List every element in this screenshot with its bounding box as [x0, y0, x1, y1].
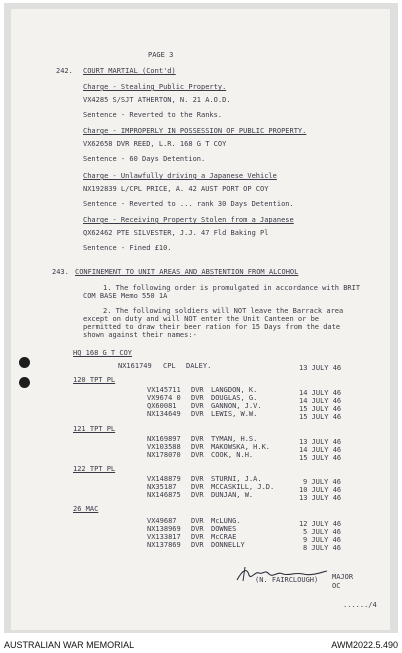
g121-r1-no: NX169897 [147, 435, 181, 443]
g122-r3-name: DUNJAN, W. [211, 491, 254, 499]
g120-r1-name: LANGDON, K. [211, 386, 258, 394]
mac-r4-date: 8 JULY 46 [303, 544, 341, 552]
g122-r3-rank: DVR [191, 491, 204, 499]
g122-r2-date: 10 JULY 46 [299, 486, 342, 494]
mac-r2-date: 5 JULY 46 [303, 528, 341, 536]
g120-r1-no: VX145711 [147, 386, 181, 394]
g122-r1-no: VX148879 [147, 475, 181, 483]
para2-line4: shown against their names:- [83, 331, 197, 339]
g120-r3-rank: DVR [191, 402, 204, 410]
g121-r1-rank: DVR [191, 435, 204, 443]
sentence-1: Sentence - Reverted to the Ranks. [83, 111, 223, 119]
para2-line2: except on duty and will NOT enter the Unit Canteen or be [83, 315, 320, 323]
g122-r2-no: NX35187 [147, 483, 177, 491]
archive-footer [0, 636, 402, 653]
mac-r3-name: McCRAE [211, 533, 237, 541]
g120-r1-rank: DVR [191, 386, 204, 394]
g122-r2-name: MCCASKILL, J.D. [211, 483, 275, 491]
g120-r3-no: QX60081 [147, 402, 177, 410]
g121-r1-date: 13 JULY 46 [299, 438, 342, 446]
archive-name: AUSTRALIAN WAR MEMORIAL [4, 640, 135, 650]
signatory-appointment: OC [332, 582, 341, 590]
document-page [11, 9, 390, 630]
punch-hole-upper [19, 357, 30, 368]
g121-r3-name: COOK, N.H. [211, 451, 254, 459]
g120-r3-name: GANNON, J.V. [211, 402, 262, 410]
accused-2: VX62658 DVR REED, L.R. 168 G T COY [83, 140, 227, 148]
charge-4: Charge - Receiving Property Stolen from a Japanese [83, 216, 294, 224]
g120-r1-date: 14 JULY 46 [299, 389, 342, 397]
accused-4: QX62462 PTE SILVESTER, J.J. 47 Fld Baking Pl [83, 229, 269, 237]
sentence-3: Sentence - Reverted to ... rank 30 Days Detention. [83, 200, 294, 208]
g120-r2-date: 14 JULY 46 [299, 397, 342, 405]
g122-r3-no: NX146875 [147, 491, 181, 499]
group-heading-26mac: 26 MAC [73, 505, 99, 513]
mac-r3-date: 9 JULY 46 [303, 536, 341, 544]
sentence-4: Sentence - Fined £10. [83, 244, 172, 252]
mac-r2-rank: DVR [191, 525, 204, 533]
g120-r4-name: LEWIS, W.W. [211, 410, 258, 418]
continuation-mark: ....../4 [343, 601, 377, 609]
archive-reference: AWM2022.5.490 [331, 640, 398, 650]
signatory-rank: MAJOR [332, 573, 354, 581]
g120-r4-rank: DVR [191, 410, 204, 418]
mac-r1-no: VX49687 [147, 517, 177, 525]
g121-r2-name: MAKOWSKA, H.K. [211, 443, 271, 451]
charge-3: Charge - Unlawfully driving a Japanese Vehicle [83, 172, 277, 180]
mac-r1-name: McLUNG. [211, 517, 241, 525]
g122-r1-date: 9 JULY 46 [303, 478, 341, 486]
g121-r3-date: 15 JULY 46 [299, 454, 342, 462]
hq-rank: CPL [163, 362, 176, 370]
signatory-name: (N. FAIRCLOUGH) [255, 576, 319, 584]
charge-2: Charge - IMPROPERLY IN POSSESSION OF PUBLIC PROPERTY. [83, 127, 307, 135]
mac-r2-no: NX138969 [147, 525, 181, 533]
g122-r1-rank: DVR [191, 475, 204, 483]
mac-r1-date: 12 JULY 46 [299, 520, 342, 528]
sentence-2: Sentence - 60 Days Detention. [83, 155, 206, 163]
group-heading-hq: HQ 168 G T COY [73, 349, 133, 357]
g121-r3-no: NX178070 [147, 451, 181, 459]
mac-r3-no: VX133817 [147, 533, 181, 541]
group-heading-121: 121 TPT PL [73, 425, 116, 433]
mac-r4-name: DONNELLY [211, 541, 245, 549]
punch-hole-lower [19, 377, 30, 388]
para1-line1: 1. The following order is promulgated in accordance with BRIT [103, 284, 361, 292]
g121-r2-no: VX103588 [147, 443, 181, 451]
section-242-number: 242. [56, 67, 73, 75]
g120-r2-name: DOUGLAS, G. [211, 394, 258, 402]
hq-date: 13 JULY 46 [299, 364, 342, 372]
group-heading-122: 122 TPT PL [73, 465, 116, 473]
section-243-heading: CONFINEMENT TO UNIT AREAS AND ABSTENTION FROM ALCOHOL [75, 268, 299, 276]
g121-r2-date: 14 JULY 46 [299, 446, 342, 454]
g122-r3-date: 13 JULY 46 [299, 494, 342, 502]
accused-1: VX4285 S/SJT ATHERTON, N. 21 A.O.D. [83, 96, 231, 104]
group-heading-120: 120 TPT PL [73, 376, 116, 384]
mac-r1-rank: DVR [191, 517, 204, 525]
g121-r3-rank: DVR [191, 451, 204, 459]
g122-r1-name: STURNI, J.A. [211, 475, 262, 483]
charge-1: Charge - Stealing Public Property. [83, 83, 227, 91]
section-242-heading: COURT MARTIAL (Cont'd) [83, 67, 176, 75]
g120-r4-date: 15 JULY 46 [299, 413, 342, 421]
mac-r4-no: NX137869 [147, 541, 181, 549]
g120-r2-rank: DVR [191, 394, 204, 402]
g121-r2-rank: DVR [191, 443, 204, 451]
mac-r4-rank: DVR [191, 541, 204, 549]
g122-r2-rank: DVR [191, 483, 204, 491]
para2-line3: permitted to draw their beer ration for 15 Days from the date [83, 323, 341, 331]
accused-3: NX192839 L/CPL PRICE, A. 42 AUST PORT OP COY [83, 185, 269, 193]
para2-line1: 2. The following soldiers will NOT leave the Barrack area [103, 307, 344, 315]
para1-line2: COM BASE Memo 550 1A [83, 292, 168, 300]
g120-r3-date: 15 JULY 46 [299, 405, 342, 413]
mac-r2-name: DOWNES [211, 525, 237, 533]
mac-r3-rank: DVR [191, 533, 204, 541]
hq-name: DALEY. [186, 362, 212, 370]
g120-r2-no: VX9674 0 [147, 394, 181, 402]
g120-r4-no: NX134649 [147, 410, 181, 418]
page-label: PAGE 3 [148, 51, 174, 59]
g121-r1-name: TYMAN, H.S. [211, 435, 258, 443]
hq-no: NX161749 [118, 362, 152, 370]
section-243-number: 243. [52, 268, 69, 276]
